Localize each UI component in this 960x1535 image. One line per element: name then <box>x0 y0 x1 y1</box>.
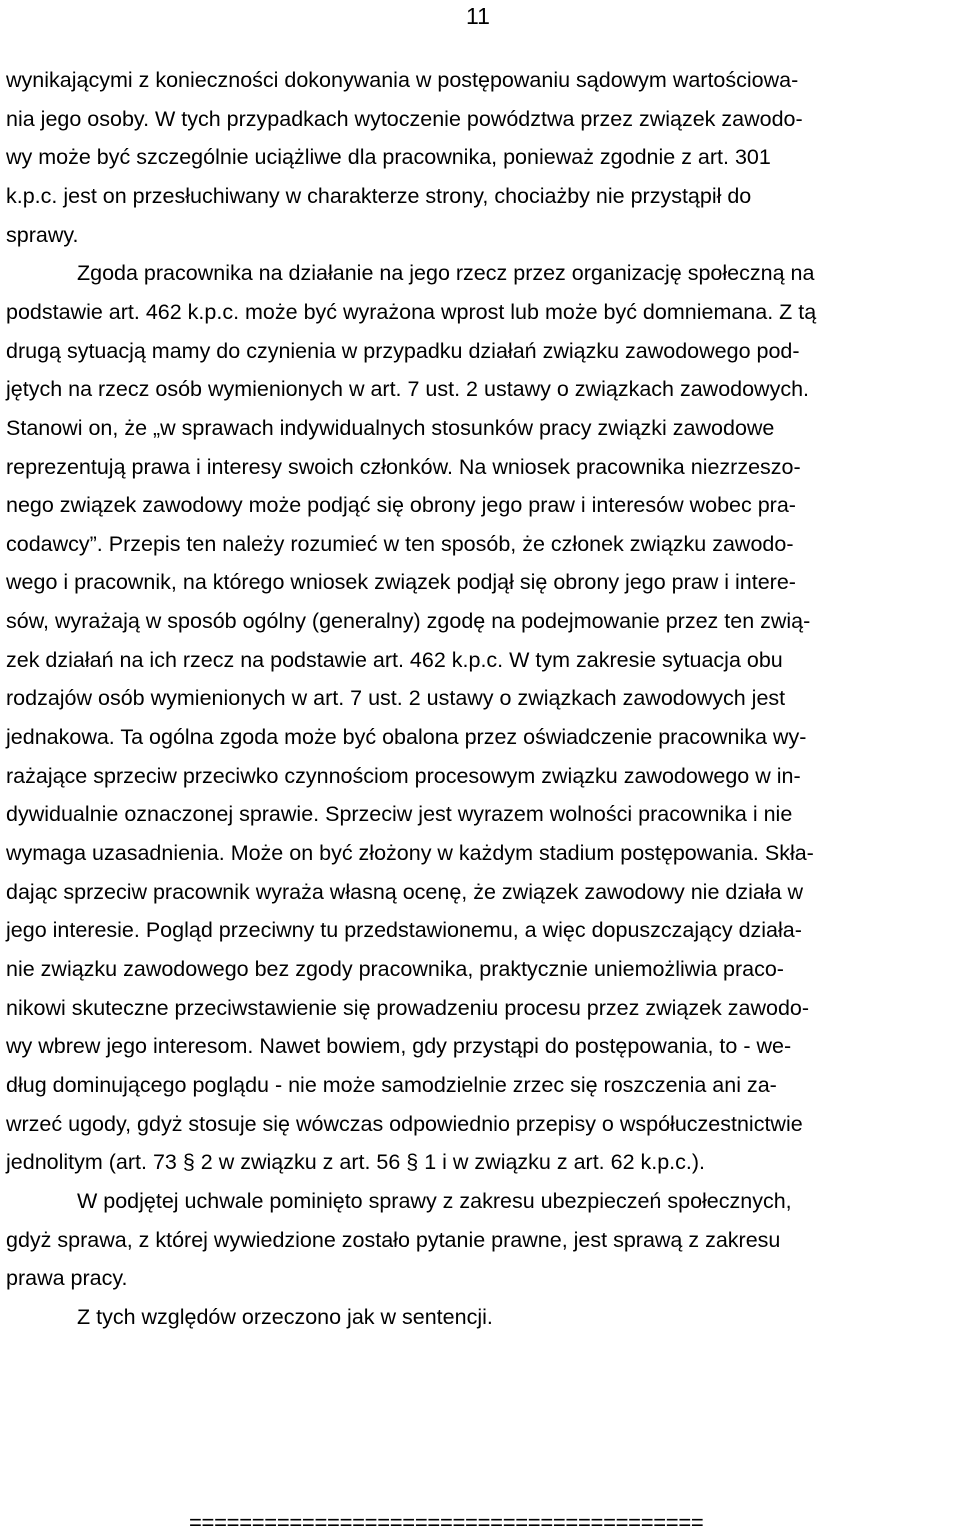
text-line: jętych na rzecz osób wymienionych w art. 7 ust. 2 ustawy o związkach zawodowych. <box>6 377 810 402</box>
text-line: podstawie art. 462 k.p.c. może być wyrażona wprost lub może być domniemana. Z tą <box>6 299 817 324</box>
text-line: wy wbrew jego interesom. Nawet bowiem, gdy przystąpi do postępowania, to - we- <box>6 1034 792 1059</box>
text-line: nia jego osoby. W tych przypadkach wytoczenie powództwa przez związek zawodo- <box>6 106 803 131</box>
text-line: Zgoda pracownika na działanie na jego rzecz przez organizację społeczną na <box>77 261 815 286</box>
text-line: rodzajów osób wymienionych w art. 7 ust. 2 ustawy o związkach zawodowych jest <box>6 686 786 711</box>
text-line: jednolitym (art. 73 § 2 w związku z art. 56 § 1 i w związku z art. 62 k.p.c.). <box>6 1150 706 1175</box>
text-line: drugą sytuacją mamy do czynienia w przypadku działań związku zawodowego pod- <box>6 338 800 363</box>
text-line: k.p.c. jest on przesłuchiwany w charakterze strony, chociażby nie przystąpił do <box>6 183 752 208</box>
text-line: jednakowa. Ta ogólna zgoda może być obalona przez oświadczenie pracownika wy- <box>6 725 807 750</box>
text-line: sprawy. <box>6 222 79 247</box>
separator-line: ========================================= <box>189 1510 704 1535</box>
text-line: dług dominującego poglądu - nie może samodzielnie zrzec się roszczenia ani za- <box>6 1072 777 1097</box>
text-line: Z tych względów orzeczono jak w sentencji. <box>77 1304 493 1329</box>
text-line: nikowi skuteczne przeciwstawienie się prowadzeniu procesu przez związek zawodo- <box>6 995 810 1020</box>
text-line: jego interesie. Pogląd przeciwny tu przedstawionemu, a więc dopuszczający działa- <box>6 918 802 943</box>
text-line: prawa pracy. <box>6 1266 128 1291</box>
text-line: dając sprzeciw pracownik wyraża własną ocenę, że związek zawodowy nie działa w <box>6 879 804 904</box>
text-line: wego i pracownik, na którego wniosek związek podjął się obrony jego praw i intere- <box>6 570 796 595</box>
text-line: wymaga uzasadnienia. Może on być złożony w każdym stadium postępowania. Skła- <box>6 841 814 865</box>
text-line: wy może być szczególnie uciążliwe dla pracownika, ponieważ zgodnie z art. 301 <box>6 145 771 170</box>
text-line: rażające sprzeciw przeciwko czynnościom procesowym związku zawodowego w in- <box>6 763 801 788</box>
text-line: wrzeć ugody, gdyż stosuje się wówczas odpowiednio przepisy o współuczestnictwie <box>6 1111 803 1136</box>
text-line: wynikającymi z konieczności dokonywania w postępowaniu sądowym wartościowa- <box>6 68 799 92</box>
text-line: reprezentują prawa i interesy swoich członków. Na wniosek pracownika niezrzeszo- <box>6 454 801 479</box>
text-line: W podjętej uchwale pominięto sprawy z zakresu ubezpieczeń społecznych, <box>77 1188 792 1213</box>
text-line: nego związek zawodowy może podjąć się obrony jego praw i interesów wobec pra- <box>6 493 796 518</box>
text-line: Stanowi on, że „w sprawach indywidualnych stosunków pracy związki zawodowe <box>6 415 775 440</box>
text-line: gdyż sprawa, z której wywiedzione zostało pytanie prawne, jest sprawą z zakresu <box>6 1227 781 1252</box>
page-number: 11 <box>466 3 490 29</box>
text-line: nie związku zawodowego bez zgody pracownika, praktycznie uniemożliwia praco- <box>6 956 784 981</box>
text-line: codawcy”. Przepis ten należy rozumieć w ten sposób, że członek związku zawodo- <box>6 531 794 556</box>
text-line: sów, wyrażają w sposób ogólny (generalny) zgodę na podejmowanie przez ten zwią- <box>6 609 811 634</box>
text-line: zek działań na ich rzecz na podstawie art. 462 k.p.c. W tym zakresie sytuacja obu <box>6 647 783 672</box>
text-line: dywidualnie oznaczonej sprawie. Sprzeciw jest wyrazem wolności pracownika i nie <box>6 802 793 827</box>
